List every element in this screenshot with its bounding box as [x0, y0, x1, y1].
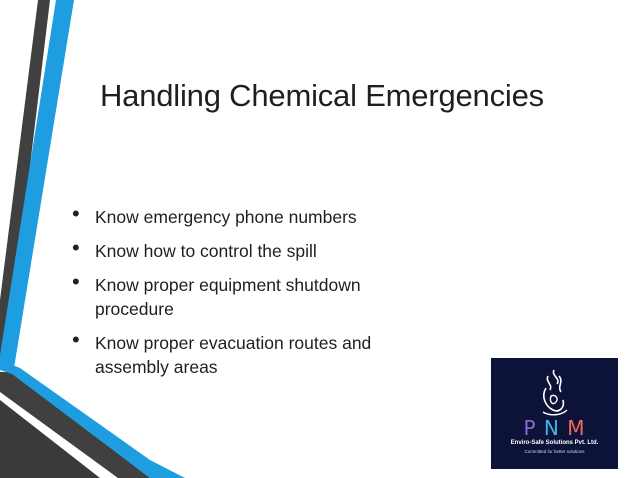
bullet-icon: •	[72, 327, 80, 352]
bullet-icon: •	[72, 269, 80, 294]
bullet-list	[72, 201, 432, 389]
logo-letters	[491, 416, 618, 440]
slide-title: Handling Chemical Emergencies	[100, 78, 544, 113]
human-figure-logo-icon	[531, 366, 577, 418]
logo-company-name: Enviro-Safe Solutions Pvt. Ltd.	[510, 440, 599, 446]
logo-letter: P	[523, 416, 537, 440]
bullet-item	[72, 327, 432, 379]
logo-tagline: Committed for better solutions	[524, 449, 585, 454]
logo-letter: N	[543, 416, 560, 440]
bullet-icon: •	[72, 201, 80, 226]
bullet-icon: •	[72, 235, 80, 260]
bullet-item	[72, 235, 432, 263]
bullet-text: Know emergency phone numbers	[95, 207, 357, 227]
bullet-text: Know proper evacuation routes and assembly areas	[95, 333, 372, 377]
logo-letter: M	[567, 416, 586, 440]
company-logo	[491, 358, 618, 469]
bullet-text: Know proper equipment shutdown procedure	[95, 275, 361, 319]
bullet-item	[72, 269, 432, 321]
bullet-text: Know how to control the spill	[95, 241, 317, 261]
bullet-item	[72, 201, 432, 229]
